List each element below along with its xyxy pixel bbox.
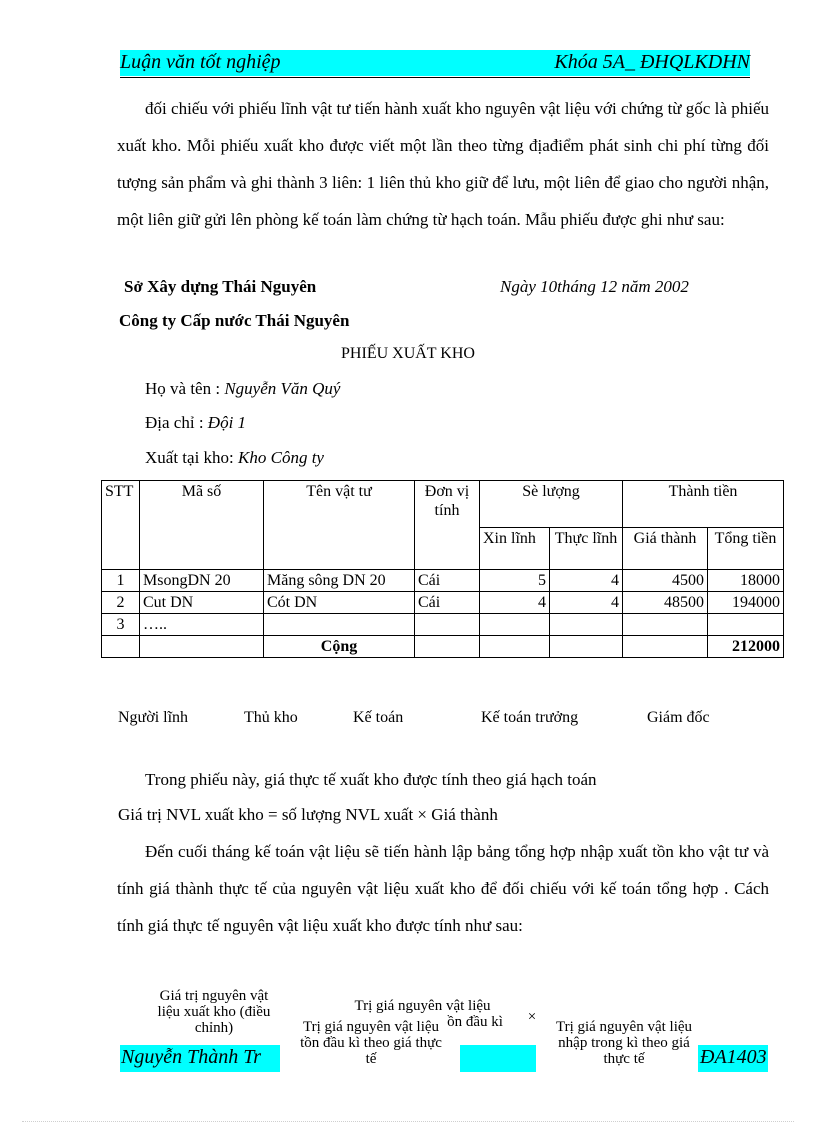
cell-stt: 3 bbox=[102, 614, 140, 636]
cell-code: Cut DN bbox=[140, 592, 264, 614]
cell-total bbox=[708, 614, 784, 636]
cell-unit-price bbox=[623, 614, 708, 636]
cell-empty bbox=[550, 636, 623, 658]
signature-accountant: Kế toán bbox=[353, 709, 404, 726]
header-right-text: Khóa 5A_ ĐHQLKDHN bbox=[554, 51, 750, 73]
cell-empty bbox=[480, 636, 550, 658]
cell-unit-price: 4500 bbox=[623, 570, 708, 592]
signature-director: Giám đốc bbox=[647, 709, 710, 726]
address-row bbox=[145, 413, 246, 433]
org-department: Sở Xây dựng Thái Nguyên bbox=[124, 277, 317, 296]
slip-date: Ngày 10tháng 12 năm 2002 bbox=[500, 277, 689, 296]
cell-qty-request: 4 bbox=[480, 592, 550, 614]
header-quantity: Sè lượng bbox=[480, 481, 623, 528]
cell-name bbox=[264, 614, 415, 636]
cell-empty bbox=[140, 636, 264, 658]
cell-total: 18000 bbox=[708, 570, 784, 592]
cell-qty-actual: 4 bbox=[550, 570, 623, 592]
multiply-sign: × bbox=[527, 1009, 537, 1025]
header-total: Tổng tiền bbox=[708, 528, 784, 570]
cell-unit bbox=[415, 614, 480, 636]
header-name: Tên vật tư bbox=[264, 481, 415, 570]
formula-received-value: Trị giá nguyên vật liệu nhập trong kì theo giá thực tế bbox=[550, 1019, 698, 1067]
address-label: Địa chỉ : bbox=[145, 413, 204, 432]
cell-empty bbox=[102, 636, 140, 658]
header-stt: STT bbox=[102, 481, 140, 570]
cell-unit: Cái bbox=[415, 570, 480, 592]
header-unit-price: Giá thành bbox=[623, 528, 708, 570]
recipient-name-row bbox=[145, 379, 340, 399]
page-bottom-border bbox=[22, 1121, 794, 1122]
warehouse-value: Kho Công ty bbox=[238, 448, 324, 467]
footer-author: Nguyễn Thành Tr bbox=[121, 1046, 262, 1068]
table-row bbox=[102, 592, 784, 614]
footer-mid-bar bbox=[460, 1045, 536, 1072]
header-code: Mã số bbox=[140, 481, 264, 570]
pricing-note: Trong phiếu này, giá thực tế xuất kho được tính theo giá hạch toán bbox=[145, 770, 597, 789]
table-total-row bbox=[102, 636, 784, 658]
header-qty-actual: Thực lĩnh bbox=[550, 528, 623, 570]
header-unit: Đơn vị tính bbox=[415, 481, 480, 570]
cell-name: Cót DN bbox=[264, 592, 415, 614]
cell-qty-actual: 4 bbox=[550, 592, 623, 614]
header-left-text: Luận văn tốt nghiệp bbox=[120, 51, 281, 73]
cell-total: 194000 bbox=[708, 592, 784, 614]
cell-stt: 2 bbox=[102, 592, 140, 614]
cell-qty-actual bbox=[550, 614, 623, 636]
formula-term-top: Trị giá nguyên vật liệu bbox=[354, 998, 491, 1014]
table-row bbox=[102, 570, 784, 592]
cell-code: ….. bbox=[140, 614, 264, 636]
table-row bbox=[102, 614, 784, 636]
signature-chief-accountant: Kế toán trưởng bbox=[481, 709, 579, 726]
cell-unit: Cái bbox=[415, 592, 480, 614]
cell-empty bbox=[415, 636, 480, 658]
page-header bbox=[120, 50, 750, 76]
signature-storekeeper: Thủ kho bbox=[244, 709, 298, 726]
table-header-row bbox=[102, 481, 784, 528]
address-value: Đội 1 bbox=[207, 413, 247, 432]
cell-unit-price: 48500 bbox=[623, 592, 708, 614]
signature-receiver: Người lĩnh bbox=[118, 709, 189, 726]
issue-slip-table bbox=[101, 480, 784, 658]
formula-term-top-2: ồn đầu kì bbox=[447, 1014, 503, 1030]
header-amount: Thành tiền bbox=[623, 481, 784, 528]
cell-code: MsongDN 20 bbox=[140, 570, 264, 592]
formula-opening-value: Trị giá nguyên vật liệu tồn đầu kì theo giá thực tế bbox=[296, 1019, 446, 1067]
formula-result-label: Giá trị nguyên vật liệu xuất kho (điều chỉnh) bbox=[157, 988, 271, 1036]
org-company: Công ty Cấp nước Thái Nguyên bbox=[119, 311, 350, 330]
total-label: Cộng bbox=[264, 636, 415, 658]
cell-qty-request: 5 bbox=[480, 570, 550, 592]
recipient-name-label: Họ và tên : bbox=[145, 379, 221, 398]
formula-line: Giá trị NVL xuất kho = số lượng NVL xuất × Giá thành bbox=[118, 805, 498, 824]
warehouse-label: Xuất tại kho: bbox=[145, 448, 234, 467]
header-underline bbox=[120, 77, 750, 78]
cell-stt: 1 bbox=[102, 570, 140, 592]
cell-qty-request bbox=[480, 614, 550, 636]
total-value: 212000 bbox=[708, 636, 784, 658]
month-end-paragraph: Đến cuối tháng kế toán vật liệu sẽ tiến hành lập bảng tổng hợp nhập xuất tồn kho vật tư và tính giá thành thực tế của nguyên vật liệu xuất kho để đối chiếu với kế toán tổng hợp . Cách tính giá thực tế nguyên vật liệu xuất kho được tính như sau: bbox=[117, 842, 769, 935]
cell-empty bbox=[623, 636, 708, 658]
footer-class-code: ĐA1403 bbox=[700, 1046, 767, 1068]
intro-paragraph: đối chiếu với phiếu lĩnh vật tư tiến hành xuất kho nguyên vật liệu với chứng từ gốc là phiếu xuất kho. Mỗi phiếu xuất kho được viết một lần theo từng địađiểm phát sinh chi phí từng đối tượng sản phẩm và ghi thành 3 liên: 1 liên thủ kho giữ để lưu, một liên để giao cho người nhận, một liên giữ gửi lên phòng kế toán làm chứng từ hạch toán. Mẫu phiếu được ghi như sau: bbox=[117, 99, 769, 229]
header-qty-request: Xin lĩnh bbox=[480, 528, 550, 570]
warehouse-row bbox=[145, 448, 324, 468]
cell-name: Măng sông DN 20 bbox=[264, 570, 415, 592]
slip-title: PHIẾU XUẤT KHO bbox=[341, 345, 475, 362]
recipient-name-value: Nguyễn Văn Quý bbox=[224, 379, 341, 398]
